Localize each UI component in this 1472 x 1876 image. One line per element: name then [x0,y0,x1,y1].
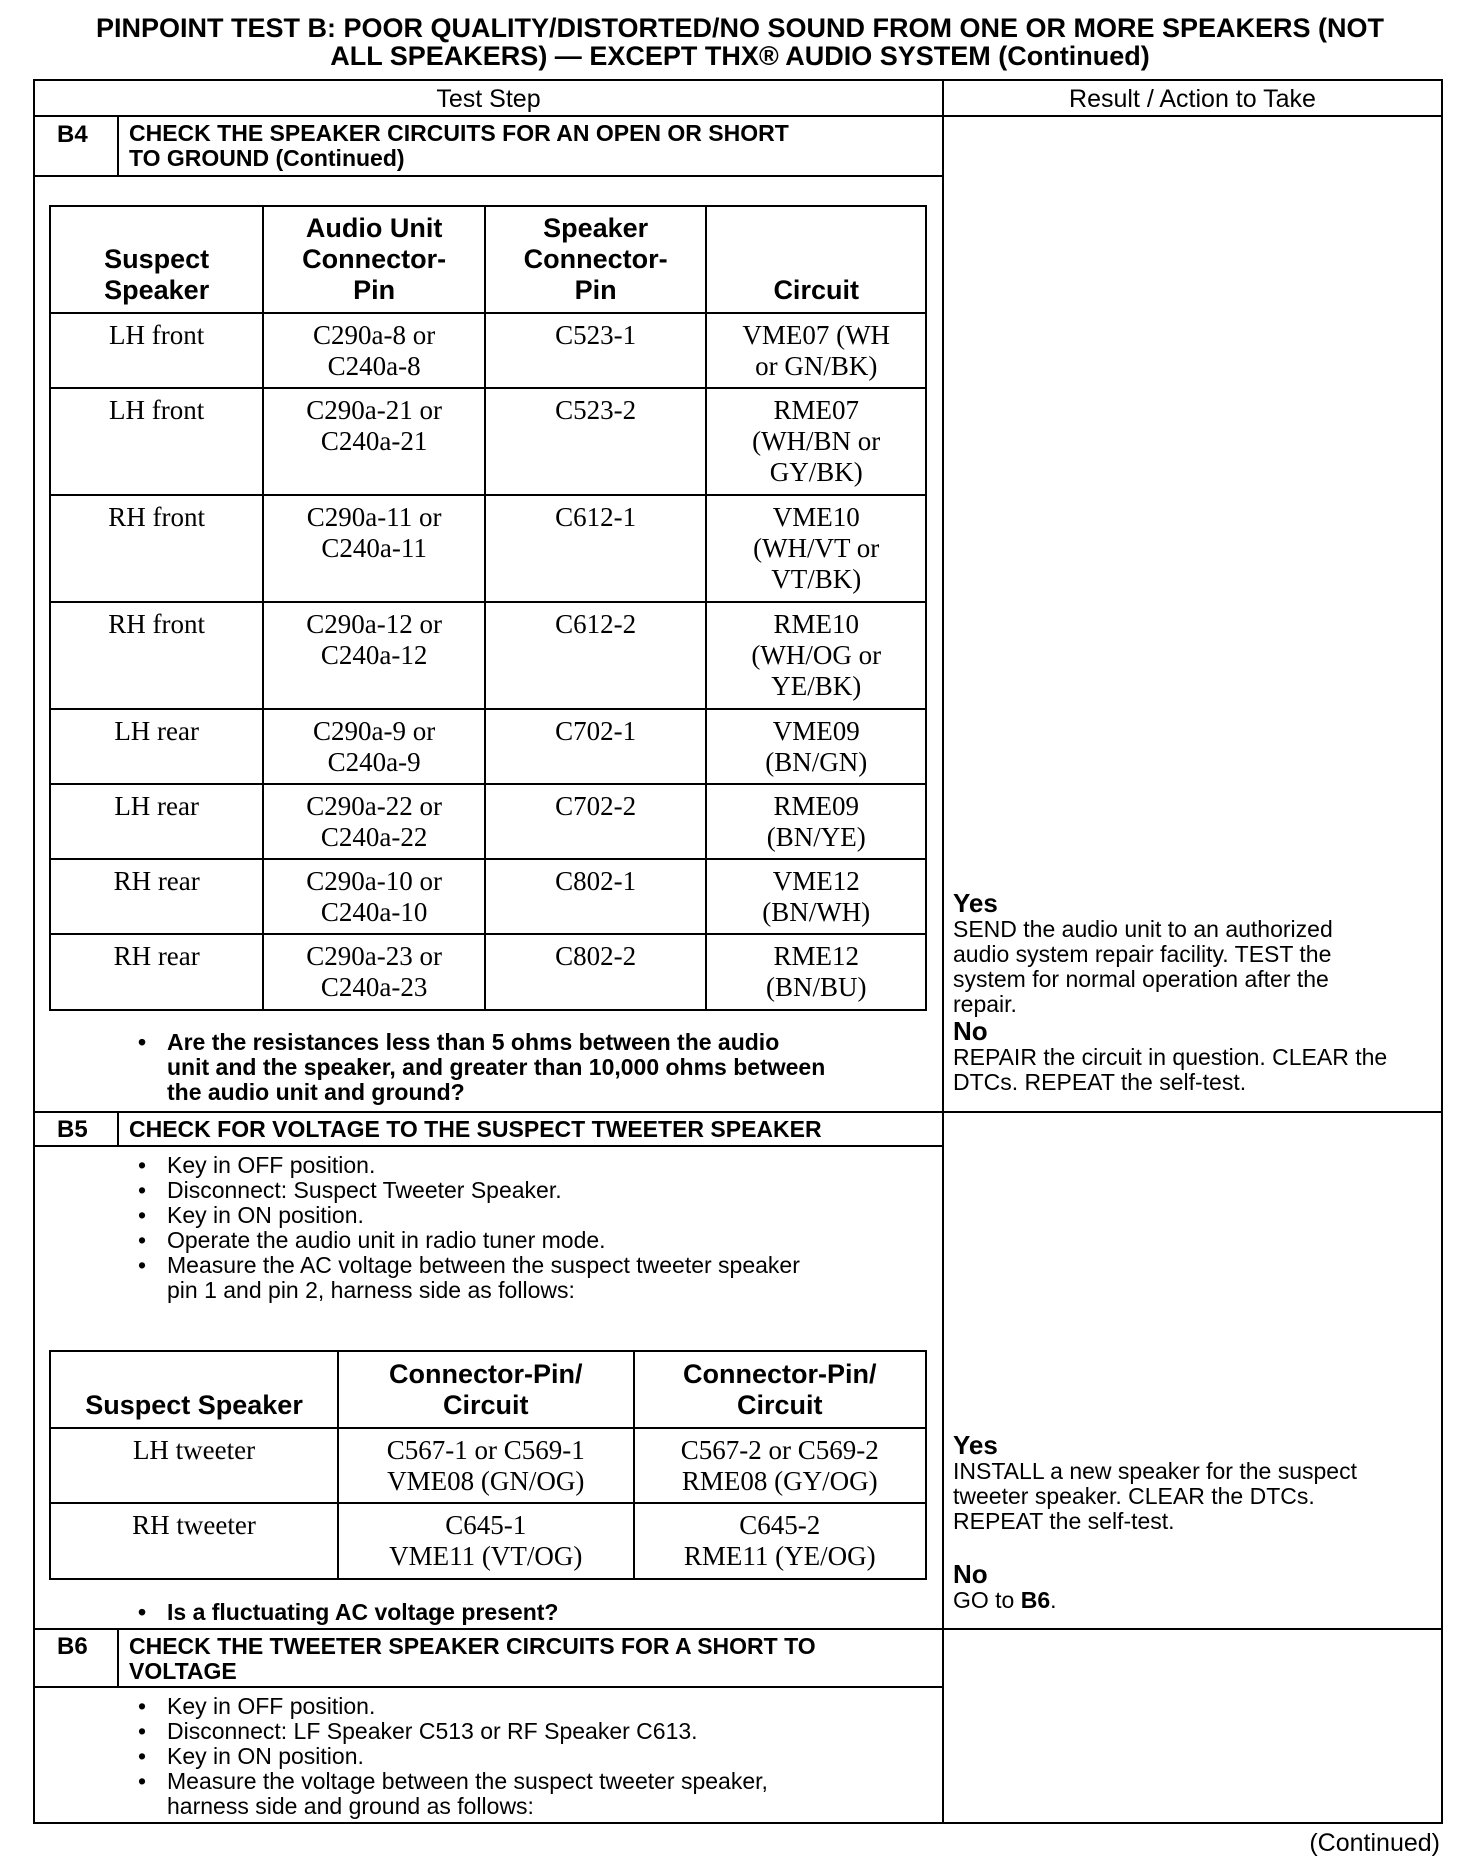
table-row [50,1503,926,1579]
cell-audio-pin: C290a-23 or C240a-23 [263,934,485,1010]
step-b4-result [953,889,1387,1095]
step-b6-title-line-1: CHECK THE TWEETER SPEAKER CIRCUITS FOR A SHORT TO [129,1633,816,1659]
cell-circuit: VME10 (WH/VT or VT/BK) [706,495,926,602]
cell-speaker-pin: C702-2 [485,784,707,859]
step-b4-title-line-2: TO GROUND (Continued) [129,145,405,171]
table-row [50,388,926,495]
continued-footer: (Continued) [1309,1829,1440,1857]
cell-pin2: C645-2 RME11 (YE/OG) [634,1503,926,1579]
cell-speaker: LH tweeter [50,1428,338,1503]
result-header: Result / Action to Take [1069,85,1316,113]
cell-circuit: VME12 (BN/WH) [706,859,926,934]
cell-speaker-pin: C612-1 [485,495,707,602]
col-suspect-speaker: Suspect Speaker [50,206,263,313]
table-row [50,602,926,709]
cell-audio-pin: C290a-9 or C240a-9 [263,709,485,784]
list-item: • Key in OFF position. [129,1153,800,1178]
step-number-b4: B4 [57,121,88,148]
table-row [50,313,926,388]
cell-circuit: RME09 (BN/YE) [706,784,926,859]
list-item: • Disconnect: Suspect Tweeter Speaker. [129,1178,800,1203]
col-circuit: Circuit [706,206,926,313]
page-title [34,14,1446,70]
cell-speaker: LH rear [50,784,263,859]
cell-audio-pin: C290a-11 or C240a-11 [263,495,485,602]
speaker-circuit-table [49,205,927,1011]
cell-audio-pin: C290a-21 or C240a-21 [263,388,485,495]
list-item: • Operate the audio unit in radio tuner mode. [129,1228,800,1253]
step-b4-question: • Are the resistances less than 5 ohms between the audio unit and the speaker, and greater than 10,000 ohms between the audio unit and ground? [129,1030,825,1105]
cell-speaker: RH front [50,602,263,709]
cell-speaker-pin: C523-1 [485,313,707,388]
step-number-b5: B5 [57,1116,88,1143]
cell-audio-pin: C290a-22 or C240a-22 [263,784,485,859]
col-audio-unit-pin: Audio Unit Connector- Pin [263,206,485,313]
step-b6-title [129,1634,816,1684]
table-row [50,784,926,859]
list-item: • Key in ON position. [129,1744,768,1769]
step-b5-num-divider [117,1111,119,1147]
table-header-row [50,1351,926,1428]
col-pin1-circuit: Connector-Pin/ Circuit [338,1351,633,1428]
cell-pin1: C567-1 or C569-1 VME08 (GN/OG) [338,1428,633,1503]
cell-speaker-pin: C802-1 [485,859,707,934]
col-pin2-circuit: Connector-Pin/ Circuit [634,1351,926,1428]
column-divider [942,81,944,1822]
step-b5-bullets [129,1153,800,1303]
no-action: GO to B6. [953,1587,1057,1613]
cell-speaker: LH front [50,313,263,388]
test-step-header: Test Step [436,85,541,113]
cell-audio-pin: C290a-8 or C240a-8 [263,313,485,388]
cell-audio-pin: C290a-12 or C240a-12 [263,602,485,709]
cell-speaker-pin: C702-1 [485,709,707,784]
step-b5-title: CHECK FOR VOLTAGE TO THE SUSPECT TWEETER SPEAKER [129,1116,822,1142]
cell-speaker-pin: C612-2 [485,602,707,709]
list-item: • Disconnect: LF Speaker C513 or RF Speaker C613. [129,1719,768,1744]
cell-speaker: RH rear [50,934,263,1010]
step-b4-num-divider [117,115,119,177]
cell-speaker: RH front [50,495,263,602]
yes-action: SEND the audio unit to an authorized audio system repair facility. TEST the system for normal operation after the repair. [953,916,1333,1017]
cell-circuit: VME07 (WH or GN/BK) [706,313,926,388]
step-ref-b6: B6 [1020,1587,1051,1613]
table-row [50,495,926,602]
cell-circuit: RME12 (BN/BU) [706,934,926,1010]
cell-speaker: LH front [50,388,263,495]
title-line-2: ALL SPEAKERS) — EXCEPT THX® AUDIO SYSTEM (Continued) [330,41,1150,71]
no-label: No [953,1559,988,1589]
table-row [50,859,926,934]
cell-circuit: RME10 (WH/OG or YE/BK) [706,602,926,709]
step-b6-title-line-2: VOLTAGE [129,1658,237,1684]
table-row [50,709,926,784]
list-item: • Key in OFF position. [129,1694,768,1719]
table-row [50,1428,926,1503]
cell-circuit: RME07 (WH/BN or GY/BK) [706,388,926,495]
list-item: • Measure the AC voltage between the suspect tweeter speaker [129,1253,800,1278]
table-header-row [50,206,926,313]
step-b4-title-rule [35,175,942,177]
step-b4-title-line-1: CHECK THE SPEAKER CIRCUITS FOR AN OPEN OR SHORT [129,120,789,146]
step-b5-result [953,1431,1357,1613]
step-b5-title-rule [35,1145,942,1147]
yes-action: INSTALL a new speaker for the suspect tweeter speaker. CLEAR the DTCs. REPEAT the self-test. [953,1458,1357,1534]
pinpoint-test-table [33,79,1443,1824]
cell-speaker-pin: C523-2 [485,388,707,495]
col-suspect-speaker: Suspect Speaker [50,1351,338,1428]
title-line-1: PINPOINT TEST B: POOR QUALITY/DISTORTED/NO SOUND FROM ONE OR MORE SPEAKERS (NOT [95,13,1385,43]
cell-pin2: C567-2 or C569-2 RME08 (GY/OG) [634,1428,926,1503]
list-item-continuation: pin 1 and pin 2, harness side as follows: [167,1277,575,1303]
table-row [50,934,926,1010]
cell-circuit: VME09 (BN/GN) [706,709,926,784]
no-label: No [953,1016,988,1046]
step-b6-num-divider [117,1628,119,1688]
list-item: • Measure the voltage between the suspect tweeter speaker, [129,1769,768,1794]
cell-speaker: LH rear [50,709,263,784]
list-item: • Key in ON position. [129,1203,800,1228]
step-b6-bullets [129,1694,768,1819]
step-number-b6: B6 [57,1633,88,1660]
cell-speaker: RH tweeter [50,1503,338,1579]
header-rule [35,115,1441,117]
list-item-continuation: harness side and ground as follows: [167,1793,534,1819]
tweeter-voltage-table [49,1350,927,1580]
cell-speaker: RH rear [50,859,263,934]
cell-pin1: C645-1 VME11 (VT/OG) [338,1503,633,1579]
step-b5-end-rule [35,1628,1441,1630]
col-speaker-connector-pin: Speaker Connector- Pin [485,206,707,313]
step-b6-title-rule [35,1686,942,1688]
cell-speaker-pin: C802-2 [485,934,707,1010]
yes-label: Yes [953,1430,998,1460]
cell-audio-pin: C290a-10 or C240a-10 [263,859,485,934]
yes-label: Yes [953,888,998,918]
step-b5-question: • Is a fluctuating AC voltage present? [129,1600,558,1625]
step-b4-title [129,121,789,171]
step-b4-end-rule [35,1111,1441,1113]
no-action: REPAIR the circuit in question. CLEAR the DTCs. REPEAT the self-test. [953,1044,1388,1095]
